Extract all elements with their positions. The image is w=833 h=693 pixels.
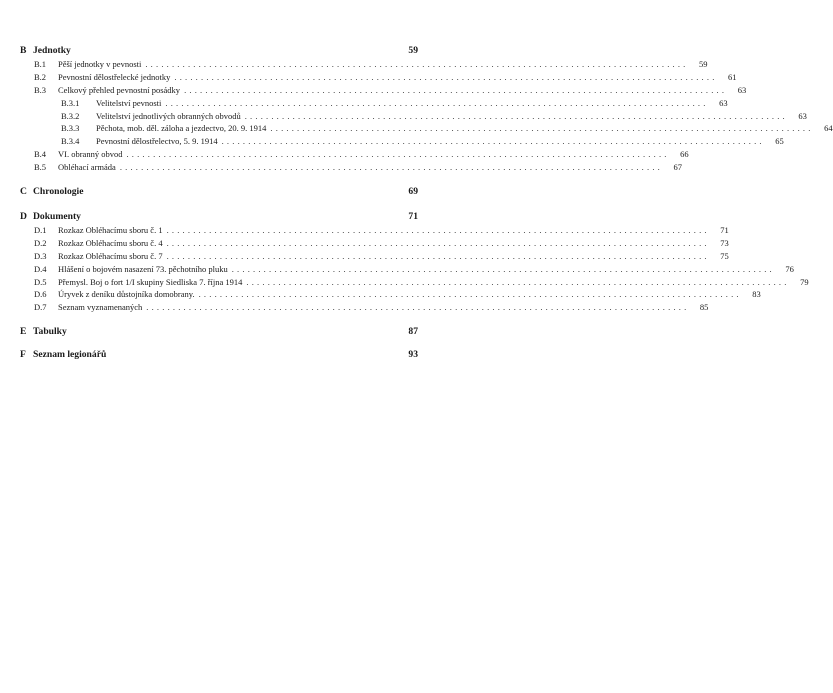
chapter-page: 87 <box>408 326 418 338</box>
section-page: 61 <box>728 71 737 82</box>
section-title: Celkový přehled pevnostní posádky <box>58 84 181 95</box>
dot-leader: ...................................................................................................... <box>166 237 710 248</box>
section-page: 73 <box>720 237 729 248</box>
section-number: D.5 <box>34 276 47 287</box>
subsection-page: 63 <box>719 97 728 108</box>
chapter-title: Dokumenty <box>33 211 81 223</box>
chapter-title: Seznam legionářů <box>33 349 107 361</box>
subsection-number: B.3.4 <box>61 136 80 147</box>
dot-leader: ...................................................................................................... <box>145 59 689 69</box>
section-page: 76 <box>785 263 794 274</box>
toc-subsection-b3-4[interactable] <box>20 135 784 148</box>
section-page: 85 <box>699 302 709 313</box>
chapter-title: Chronologie <box>33 186 84 198</box>
toc-section-b1[interactable] <box>20 58 708 71</box>
section-number: D.1 <box>34 225 47 236</box>
chapter-page: 59 <box>408 45 418 56</box>
section-number: D.4 <box>34 263 47 274</box>
toc-section-d5[interactable] <box>20 276 809 289</box>
section-number: B.5 <box>34 162 47 173</box>
toc-section-b2[interactable] <box>20 71 737 84</box>
dot-leader: ...................................................................................................... <box>231 263 775 274</box>
toc-chapter-e[interactable] <box>20 325 418 339</box>
subsection-title: Pěchota, mob. děl. záloha a jezdectvo, 20. 9. 1914 <box>96 123 267 134</box>
chapter-number: E <box>20 326 27 338</box>
section-title: Seznam vyznamenaných <box>58 302 143 313</box>
subsection-number: B.3.1 <box>61 97 80 108</box>
section-number: D.3 <box>34 250 47 261</box>
dot-leader: ...................................................................................................... <box>244 110 788 121</box>
toc-section-b4[interactable] <box>20 148 689 161</box>
toc-chapter-f[interactable] <box>20 348 418 362</box>
section-page: 66 <box>680 149 689 160</box>
chapter-page: 93 <box>408 349 418 361</box>
section-title: Rozkaz Obléhacímu sboru č. 4 <box>58 237 163 248</box>
section-page: 79 <box>800 276 809 287</box>
subsection-title: Velitelství jednotlivých obranných obvodů <box>96 110 241 121</box>
toc-subsection-b3-2[interactable] <box>20 110 807 123</box>
toc-section-d4[interactable] <box>20 263 794 276</box>
chapter-number: D <box>20 211 27 223</box>
section-page: 63 <box>737 84 747 95</box>
dot-leader: ...................................................................................................... <box>166 225 710 236</box>
section-number: D.2 <box>34 237 47 248</box>
dot-leader: ...................................................................................................... <box>184 84 728 95</box>
dot-leader: ...................................................................................................... <box>174 71 718 82</box>
chapter-title: Jednotky <box>33 45 71 56</box>
dot-leader: ...................................................................................................... <box>270 123 814 134</box>
toc-subsection-b3-3[interactable] <box>20 122 833 135</box>
toc-section-b3[interactable] <box>20 84 747 97</box>
toc-chapter-d[interactable] <box>20 210 418 224</box>
chapter-page: 69 <box>408 186 418 198</box>
toc-section-d3[interactable] <box>20 250 729 263</box>
subsection-page: 64 <box>824 123 833 134</box>
dot-leader: ...................................................................................................... <box>119 162 663 173</box>
section-number: B.4 <box>34 149 47 160</box>
section-number: D.7 <box>34 302 47 313</box>
toc-chapter-c[interactable] <box>20 185 418 199</box>
section-number: B.3 <box>34 84 47 95</box>
section-title: Pěší jednotky v pevnosti <box>58 59 142 69</box>
section-number: B.1 <box>34 59 47 69</box>
dot-leader: ...................................................................................................... <box>198 289 742 300</box>
toc-section-d1[interactable] <box>20 224 729 237</box>
section-title: Hlášení o bojovém nasazení 73. pěchotního pluku <box>58 263 228 274</box>
dot-leader: ...................................................................................................... <box>126 149 670 160</box>
chapter-number: F <box>20 349 26 361</box>
section-title: Obléhací armáda <box>58 162 116 173</box>
subsection-title: Pevnostní dělostřelectvo, 5. 9. 1914 <box>96 136 218 147</box>
section-page: 67 <box>673 162 682 173</box>
toc-section-d2[interactable] <box>20 237 729 250</box>
section-title: Pevnostní dělostřelecké jednotky <box>58 71 171 82</box>
section-title: VI. obranný obvod <box>58 149 123 160</box>
section-title: Rozkaz Obléhacímu sboru č. 1 <box>58 225 163 236</box>
dot-leader: ...................................................................................................... <box>165 97 709 108</box>
subsection-number: B.3.2 <box>61 110 80 121</box>
section-page: 59 <box>699 59 708 69</box>
section-title: Přemysl. Boj o fort 1/I skupiny Siedliska 7. října 1914 <box>58 276 243 287</box>
section-page: 71 <box>720 225 729 236</box>
dot-leader: ...................................................................................................... <box>221 136 765 147</box>
toc-section-d6[interactable] <box>20 288 761 301</box>
chapter-number: B <box>20 45 27 56</box>
section-page: 83 <box>752 289 761 300</box>
subsection-title: Velitelství pevnosti <box>96 97 162 108</box>
dot-leader: ...................................................................................................... <box>146 302 690 313</box>
table-of-contents <box>20 44 833 362</box>
section-number: D.6 <box>34 289 47 300</box>
chapter-page: 71 <box>408 211 418 223</box>
dot-leader: ...................................................................................................... <box>246 276 790 287</box>
section-page: 75 <box>720 250 729 261</box>
chapter-title: Tabulky <box>33 326 67 338</box>
toc-section-d7[interactable] <box>20 301 709 314</box>
subsection-page: 65 <box>775 136 784 147</box>
section-title: Rozkaz Obléhacímu sboru č. 7 <box>58 250 163 261</box>
subsection-number: B.3.3 <box>61 123 80 134</box>
subsection-page: 63 <box>798 110 807 121</box>
section-title: Úryvek z deníku důstojníka domobrany. <box>58 289 195 300</box>
toc-subsection-b3-1[interactable] <box>20 97 728 110</box>
section-number: B.2 <box>34 71 47 82</box>
toc-chapter-b[interactable] <box>20 44 418 58</box>
chapter-number: C <box>20 186 27 198</box>
dot-leader: ...................................................................................................... <box>166 250 710 261</box>
toc-section-b5[interactable] <box>20 161 682 174</box>
